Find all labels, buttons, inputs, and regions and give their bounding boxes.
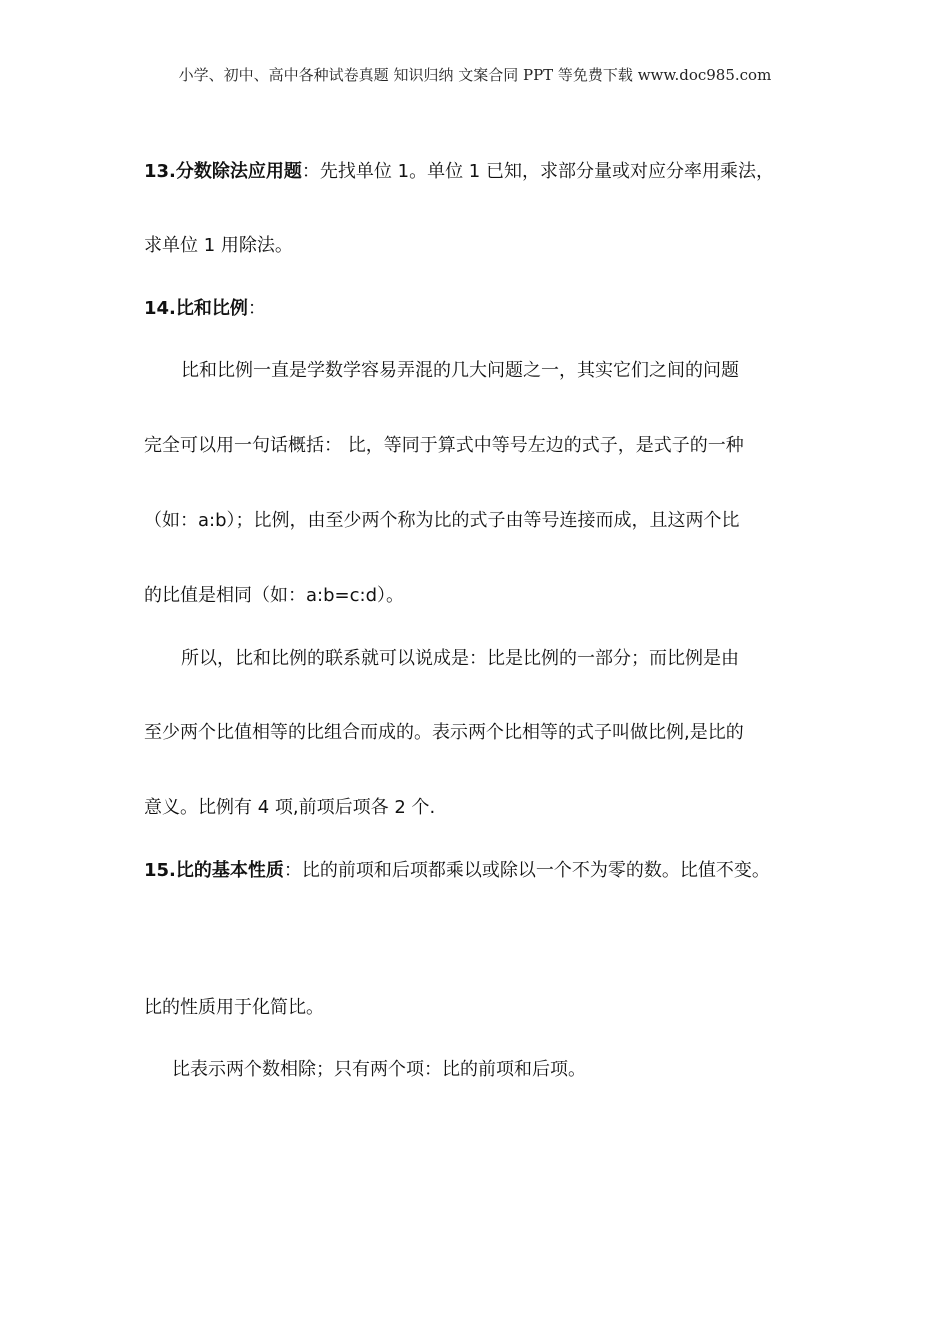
section-14-paragraph-2-line-3: 意义。比例有 4 项,前项后项各 2 个. — [144, 797, 436, 818]
section-13-title: 13.分数除法应用题 — [144, 161, 302, 182]
section-14-title: 14.比和比例 — [144, 298, 248, 319]
section-13-line-2: 求单位 1 用除法。 — [144, 235, 293, 256]
section-14-heading — [144, 296, 266, 322]
section-14-sep: ： — [247, 298, 266, 319]
section-13-text-1: 先找单位 1。单位 1 已知，求部分量或对应分率用乘法， — [319, 161, 774, 182]
section-13-sep: ： — [301, 161, 320, 182]
page-header: 小学、初中、高中各种试卷真题 知识归纳 文案合同 PPT 等免费下载 www.doc985.com — [178, 66, 772, 84]
section-14-paragraph-2-line-2: 至少两个比值相等的比组合而成的。表示两个比相等的式子叫做比例,是比的 — [144, 722, 744, 743]
section-14-paragraph-1-line-1: 比和比例一直是学数学容易弄混的几大问题之一，其实它们之间的问题 — [181, 360, 739, 381]
section-15-text-1: 比的前项和后项都乘以或除以一个不为零的数。比值不变。 — [301, 860, 770, 881]
section-14-paragraph-1-line-4: 的比值是相同（如：a:b=c:d）。 — [144, 585, 404, 606]
section-14-paragraph-2-line-1: 所以，比和比例的联系就可以说成是：比是比例的一部分；而比例是由 — [181, 648, 739, 669]
section-13-line-1 — [144, 159, 774, 185]
section-15-line-3: 比表示两个数相除；只有两个项：比的前项和后项。 — [172, 1059, 586, 1080]
section-14-paragraph-1-line-3: （如：a:b）；比例，由至少两个称为比的式子由等号连接而成，且这两个比 — [144, 510, 740, 531]
section-15-line-2: 比的性质用于化简比。 — [144, 997, 324, 1018]
section-15-sep: ： — [283, 860, 302, 881]
section-14-paragraph-1-line-2: 完全可以用一句话概括： 比，等同于算式中等号左边的式子，是式子的一种 — [144, 435, 744, 456]
section-15-line-1 — [144, 858, 770, 884]
section-15-title: 15.比的基本性质 — [144, 860, 284, 881]
